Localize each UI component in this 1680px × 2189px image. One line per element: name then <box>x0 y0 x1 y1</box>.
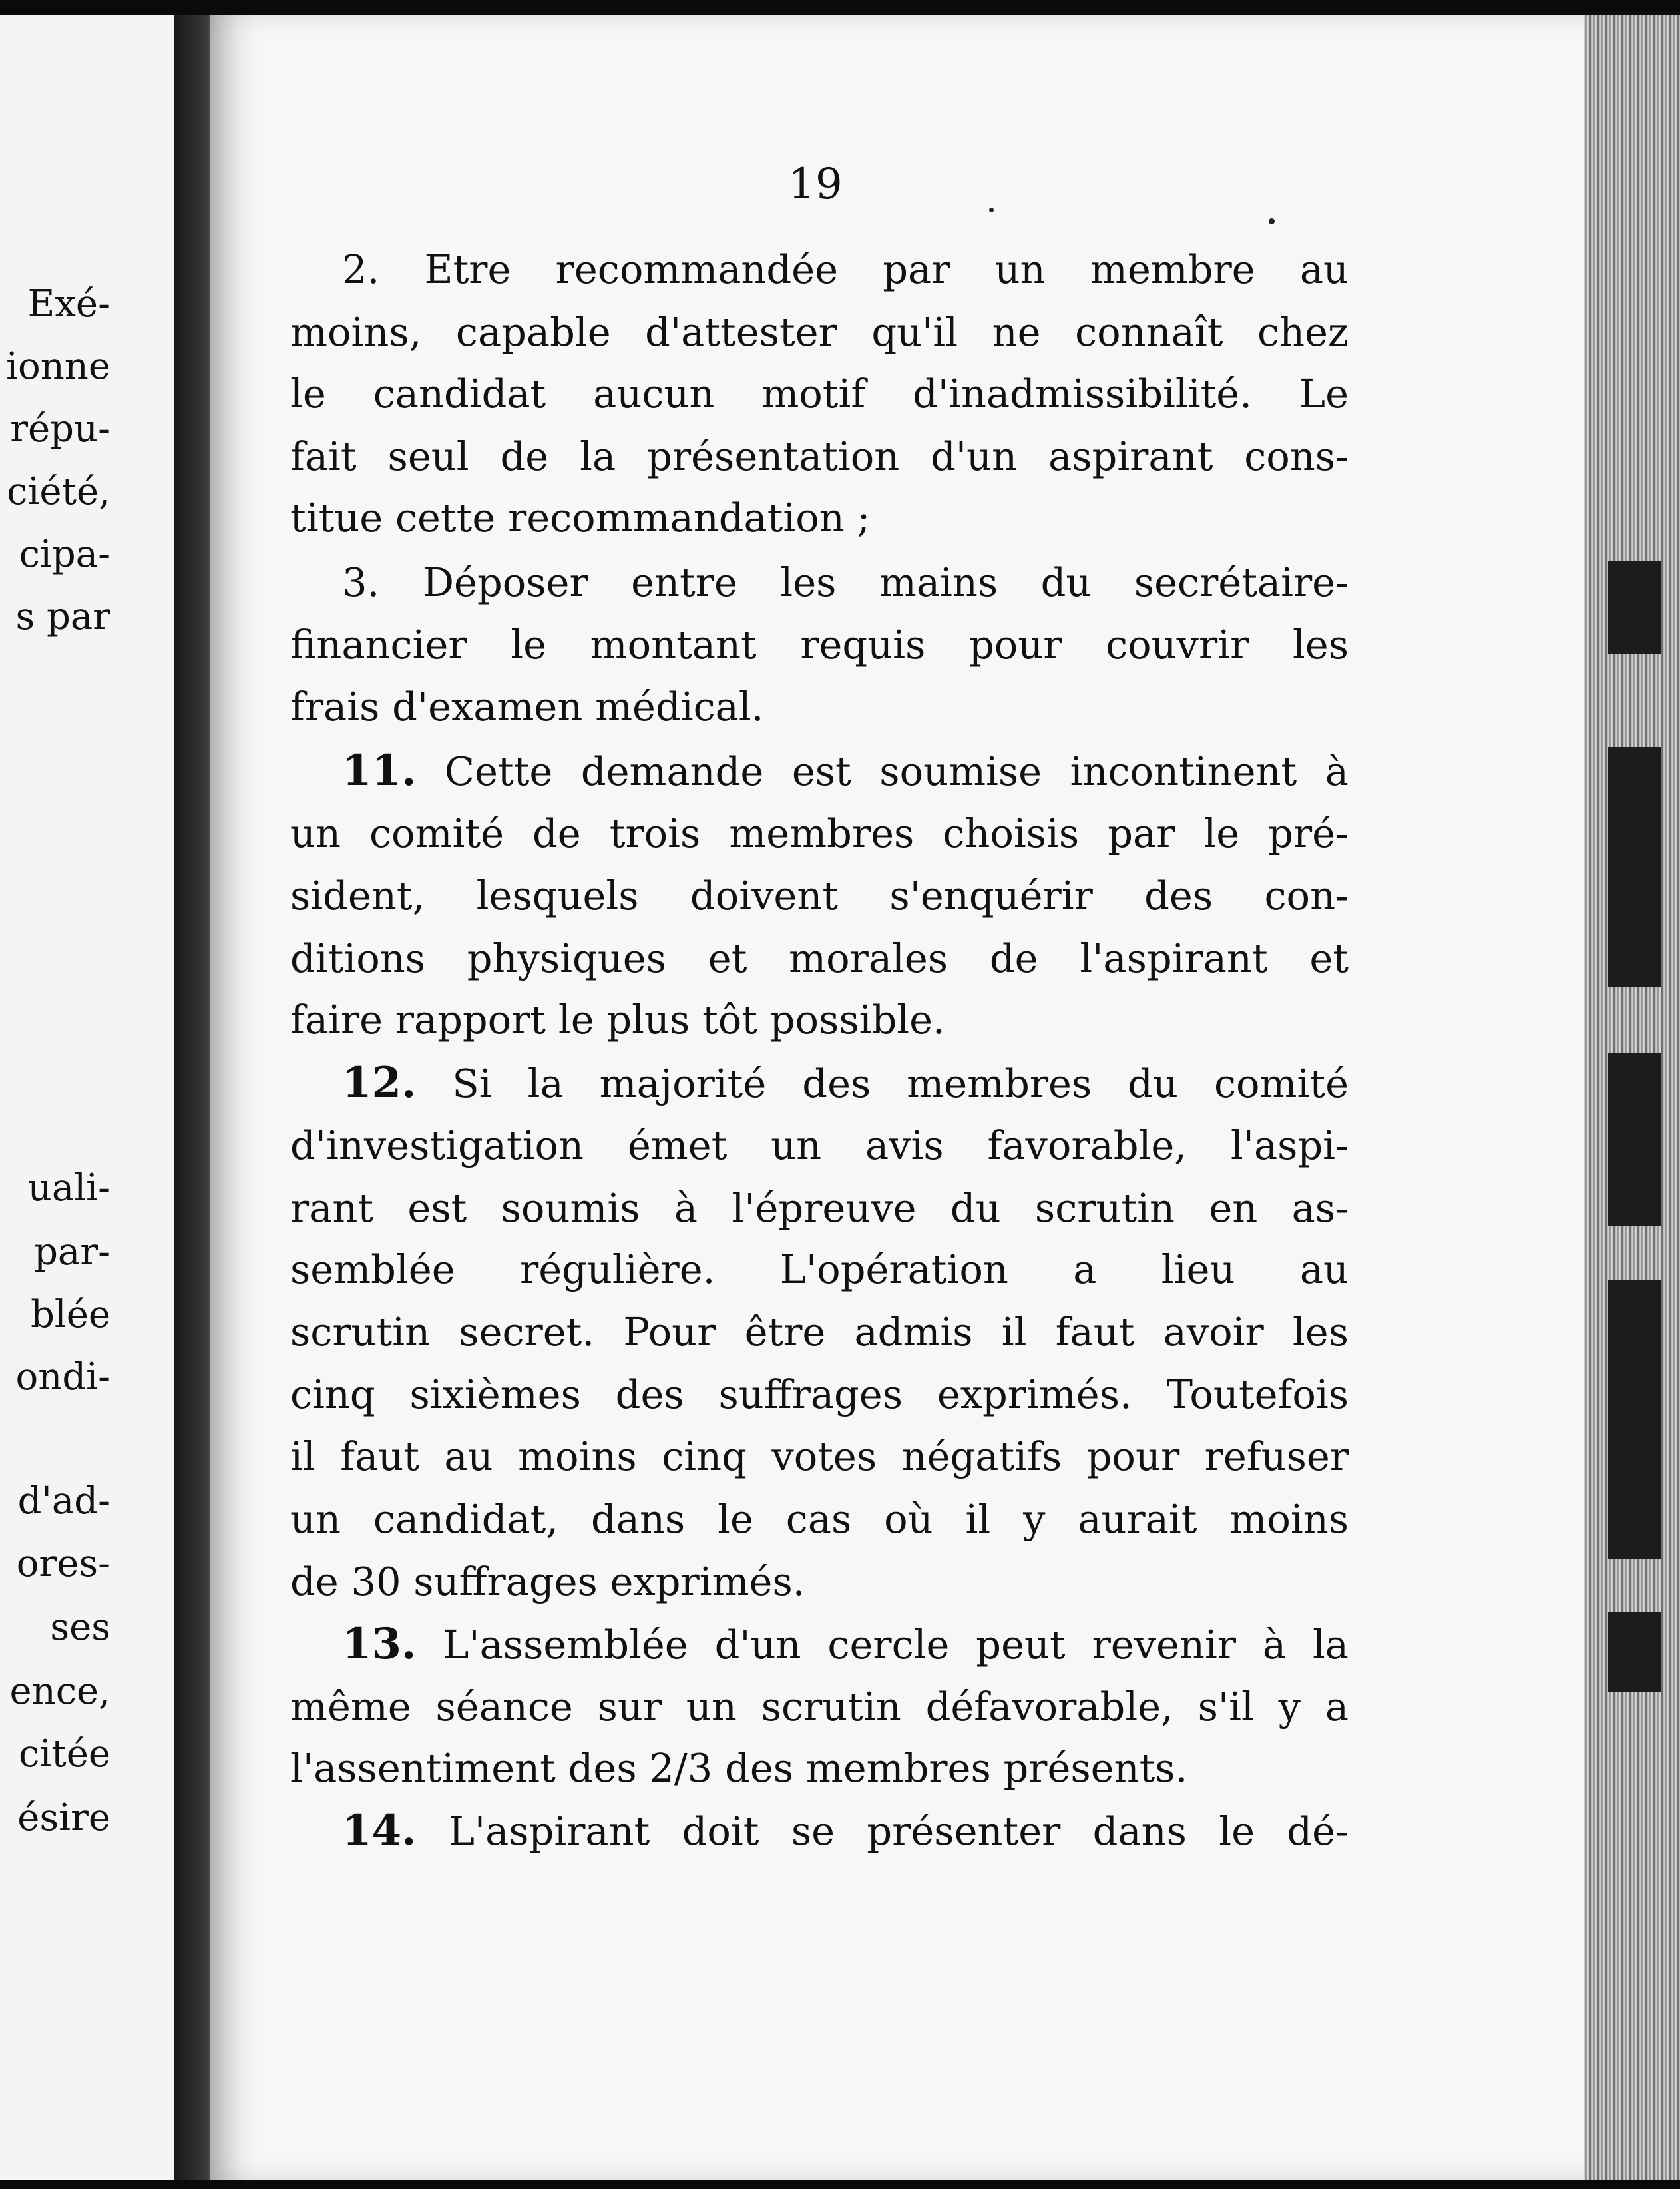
line-text: ditions physiques et morales de l'aspirant et <box>290 935 1349 981</box>
left-page-fragment: uali- <box>27 1166 110 1210</box>
article-number: 11. <box>342 746 417 796</box>
left-page-fragment: s par <box>15 595 110 638</box>
text-line <box>290 932 1349 985</box>
left-page-fragment: ciété, <box>7 470 110 513</box>
line-text: l'assentiment des 2/3 des membres présents. <box>290 1745 1188 1791</box>
left-page-fragment: ondi- <box>15 1355 110 1399</box>
left-page-fragment: cipa- <box>19 533 110 576</box>
left-page-fragment: citée <box>18 1732 110 1776</box>
text-line <box>290 430 1349 483</box>
line-text: frais d'examen médical. <box>290 684 764 730</box>
line-text: sident, lesquels doivent s'enquérir des con- <box>290 873 1349 919</box>
line-text: semblée régulière. L'opération a lieu au <box>290 1246 1349 1292</box>
line-text: un candidat, dans le cas où il y aurait moins <box>290 1496 1349 1542</box>
edge-mark <box>1608 1053 1661 1226</box>
edge-mark <box>1608 1280 1661 1559</box>
line-text: fait seul de la présentation d'un aspirant cons- <box>290 433 1349 479</box>
line-text: moins, capable d'attester qu'il ne connaît chez <box>290 309 1349 355</box>
text-line <box>290 367 1349 421</box>
text-line <box>290 993 1349 1047</box>
left-page-fragment: ionne <box>6 345 110 388</box>
text-line <box>290 807 1349 860</box>
line-text: Si la majorité des membres du comité <box>452 1061 1349 1106</box>
text-line <box>342 1804 1349 1858</box>
text-line <box>342 1057 1349 1110</box>
line-text: Cette demande est soumise incontinent à <box>444 748 1349 794</box>
text-line <box>290 1680 1349 1734</box>
text-line <box>290 1119 1349 1172</box>
print-speck <box>989 208 994 212</box>
line-text: financier le montant requis pour couvrir les <box>290 622 1349 668</box>
article-number: 13. <box>342 1619 417 1669</box>
line-text: titue cette recommandation ; <box>290 495 871 541</box>
edge-mark <box>1608 561 1661 654</box>
line-text: scrutin secret. Pour être admis il faut avoir les <box>290 1309 1349 1355</box>
line-text: un comité de trois membres choisis par le pré- <box>290 810 1349 856</box>
print-speck <box>1269 218 1275 224</box>
page-edge-stack <box>1584 15 1680 2180</box>
left-page-fragment: ence, <box>9 1670 110 1713</box>
left-page-fragment: ésire <box>17 1796 110 1839</box>
text-line <box>342 556 1349 609</box>
line-text: cinq sixièmes des suffrages exprimés. Toutefois <box>290 1371 1349 1417</box>
line-text: faire rapport le plus tôt possible. <box>290 997 945 1043</box>
line-text: 3. Déposer entre les mains du secrétaire- <box>342 559 1349 605</box>
left-page-fragment: blée <box>30 1293 110 1336</box>
text-line <box>290 1493 1349 1546</box>
text-line <box>290 306 1349 359</box>
edge-mark <box>1608 747 1661 987</box>
line-text: même séance sur un scrutin défavorable, s'il y a <box>290 1684 1349 1730</box>
text-line <box>290 491 1349 545</box>
left-page-fragment: répu- <box>10 407 110 451</box>
line-text: d'investigation émet un avis favorable, l'aspi- <box>290 1122 1349 1168</box>
text-line <box>290 1243 1349 1296</box>
text-line <box>290 1430 1349 1483</box>
text-line <box>342 1618 1349 1672</box>
left-page-fragment: Exé- <box>27 282 110 326</box>
line-text: le candidat aucun motif d'inadmissibilité. Le <box>290 371 1349 417</box>
text-line <box>290 1306 1349 1359</box>
article-number: 14. <box>342 1806 417 1855</box>
text-line <box>290 680 1349 734</box>
line-text: il faut au moins cinq votes négatifs pour refuser <box>290 1433 1349 1479</box>
left-page-fragment: par- <box>34 1230 110 1274</box>
text-line <box>290 618 1349 672</box>
text-line <box>290 1182 1349 1235</box>
left-page-fragment: ses <box>50 1606 110 1649</box>
text-line <box>290 869 1349 923</box>
text-line <box>342 243 1349 296</box>
page-number: 19 <box>788 160 843 209</box>
article-number: 12. <box>342 1058 417 1108</box>
edge-mark <box>1608 1612 1661 1692</box>
line-text: L'aspirant doit se présenter dans le dé- <box>448 1808 1349 1854</box>
text-line <box>290 1368 1349 1421</box>
line-text: 2. Etre recommandée par un membre au <box>342 246 1349 292</box>
line-text: rant est soumis à l'épreuve du scrutin en as- <box>290 1185 1349 1231</box>
text-line <box>290 1555 1349 1608</box>
text-line <box>342 744 1349 798</box>
facing-page-left <box>0 15 174 2180</box>
line-text: de 30 suffrages exprimés. <box>290 1559 805 1604</box>
left-page-fragment: d'ad- <box>17 1479 110 1523</box>
line-text: L'assemblée d'un cercle peut revenir à la <box>443 1622 1349 1668</box>
left-page-fragment: ores- <box>16 1542 110 1585</box>
text-line <box>290 1742 1349 1795</box>
